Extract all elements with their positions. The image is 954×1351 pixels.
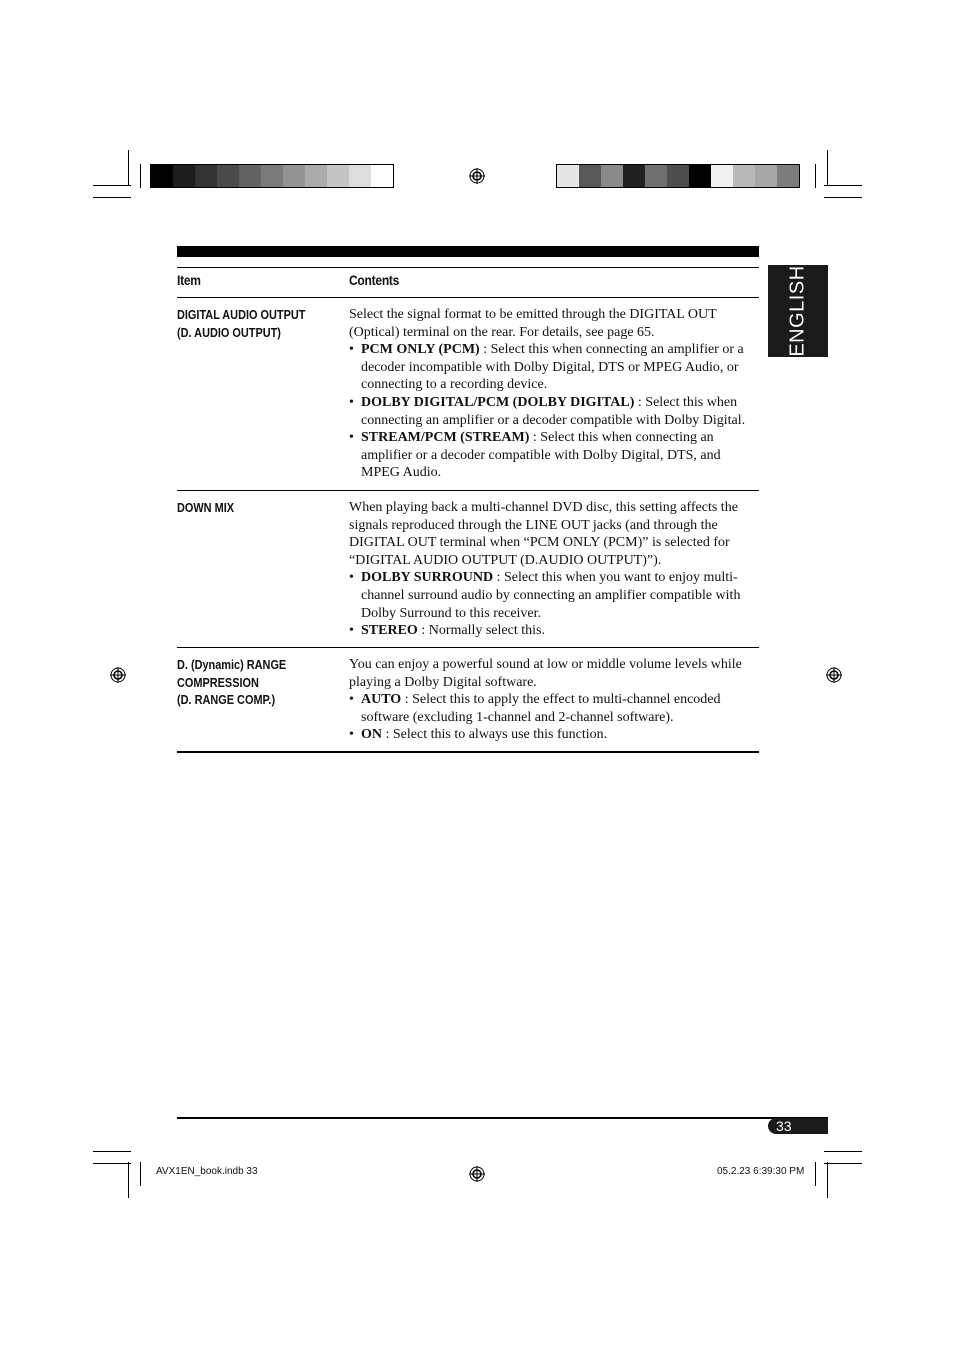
item-digital-audio-output xyxy=(177,306,305,341)
color-swatch xyxy=(689,165,711,187)
option-description: : Select this when connecting an amplifier or a decoder compatible with Dolby Digital, DTS, and MPEG Audio. xyxy=(361,430,721,481)
contents-down-mix xyxy=(349,499,761,640)
table-top-bar xyxy=(177,246,759,257)
option-description: : Normally select this. xyxy=(417,623,545,639)
contents-intro: You can enjoy a powerful sound at low or middle volume levels while playing a Dolby Digital software. xyxy=(349,657,742,690)
color-calibration-bar-left xyxy=(150,164,394,188)
color-swatch xyxy=(645,165,667,187)
option-term: ON xyxy=(361,727,382,743)
option-item xyxy=(349,429,761,482)
color-swatch xyxy=(217,165,239,187)
color-swatch xyxy=(755,165,777,187)
option-item xyxy=(349,691,761,726)
option-list xyxy=(349,569,761,639)
color-swatch xyxy=(371,165,393,187)
contents-intro: When playing back a multi-channel DVD disc, this setting affects the signals reproduced through the LINE OUT jacks (and through the DIGITAL OUT terminal when “PCM ONLY (PCM)” is selected for “DIGITAL AUDIO OUTPUT (D.AUDIO OUTPUT)”). xyxy=(349,500,738,568)
divider xyxy=(177,647,759,648)
option-term: AUTO xyxy=(361,692,402,708)
item-line: (D. AUDIO OUTPUT) xyxy=(177,324,281,340)
color-swatch xyxy=(667,165,689,187)
color-swatch xyxy=(557,165,579,187)
option-list xyxy=(349,341,761,482)
footer-timestamp: 05.2.23 6:39:30 PM xyxy=(717,1166,805,1177)
color-swatch xyxy=(173,165,195,187)
option-term: DOLBY SURROUND xyxy=(361,570,494,586)
option-item xyxy=(349,569,761,622)
item-down-mix xyxy=(177,499,234,517)
color-swatch xyxy=(305,165,327,187)
option-description: : Select this to always use this function. xyxy=(382,727,608,743)
option-item xyxy=(349,394,761,429)
registration-mark-icon xyxy=(826,667,842,683)
contents-intro: Select the signal format to be emitted through the DIGITAL OUT (Optical) terminal on the rear. For details, see page 65. xyxy=(349,307,717,340)
color-calibration-bar-right xyxy=(556,164,800,188)
color-swatch xyxy=(327,165,349,187)
option-term: DOLBY DIGITAL/PCM (DOLBY DIGITAL) xyxy=(361,394,635,410)
color-swatch xyxy=(195,165,217,187)
column-header-item: Item xyxy=(177,272,201,288)
color-swatch xyxy=(283,165,305,187)
footer-rule xyxy=(177,1117,828,1119)
color-swatch xyxy=(733,165,755,187)
color-swatch xyxy=(623,165,645,187)
item-line: D. (Dynamic) RANGE xyxy=(177,657,287,672)
option-item xyxy=(349,622,761,640)
option-term: STEREO xyxy=(361,623,418,639)
color-swatch xyxy=(579,165,601,187)
option-term: STREAM/PCM (STREAM) xyxy=(361,430,530,446)
item-range-compression xyxy=(177,656,286,709)
option-item xyxy=(349,341,761,394)
option-item xyxy=(349,726,761,744)
option-description: : Select this when connecting an amplifier or a decoder compatible with Dolby Digital. xyxy=(361,394,746,428)
language-tab-label: ENGLISH xyxy=(786,265,809,357)
contents-digital-audio-output xyxy=(349,306,761,482)
color-swatch xyxy=(711,165,733,187)
color-swatch xyxy=(777,165,799,187)
registration-mark-icon xyxy=(469,168,485,184)
item-line: DIGITAL AUDIO OUTPUT xyxy=(177,307,306,322)
table-bottom-rule xyxy=(177,751,759,753)
contents-range-compression xyxy=(349,656,761,744)
divider xyxy=(177,267,759,268)
item-line: (D. RANGE COMP.) xyxy=(177,692,276,708)
divider xyxy=(177,297,759,298)
registration-mark-icon xyxy=(469,1166,485,1182)
footer-filename: AVX1EN_book.indb 33 xyxy=(156,1166,258,1177)
option-description: : Select this when you want to enjoy multi-channel surround audio by connecting an amplifier compatible with Dolby Surround to this receiver. xyxy=(361,570,741,621)
color-swatch xyxy=(261,165,283,187)
page-number: 33 xyxy=(768,1118,828,1134)
color-swatch xyxy=(349,165,371,187)
color-swatch xyxy=(601,165,623,187)
language-tab xyxy=(768,265,828,357)
color-swatch xyxy=(151,165,173,187)
option-list xyxy=(349,691,761,744)
item-line: DOWN MIX xyxy=(177,500,235,515)
option-description: : Select this to apply the effect to multi-channel encoded software (excluding 1-channel and 2-channel software). xyxy=(361,692,721,725)
divider xyxy=(177,490,759,491)
column-header-contents: Contents xyxy=(349,272,400,288)
color-swatch xyxy=(239,165,261,187)
option-description: : Select this when connecting an amplifier or a decoder incompatible with Dolby Digital, DTS or MPEG Audio, or connecting to a recording device. xyxy=(361,342,744,393)
registration-mark-icon xyxy=(110,667,126,683)
item-line: COMPRESSION xyxy=(177,674,259,690)
option-term: PCM ONLY (PCM) xyxy=(361,342,480,358)
